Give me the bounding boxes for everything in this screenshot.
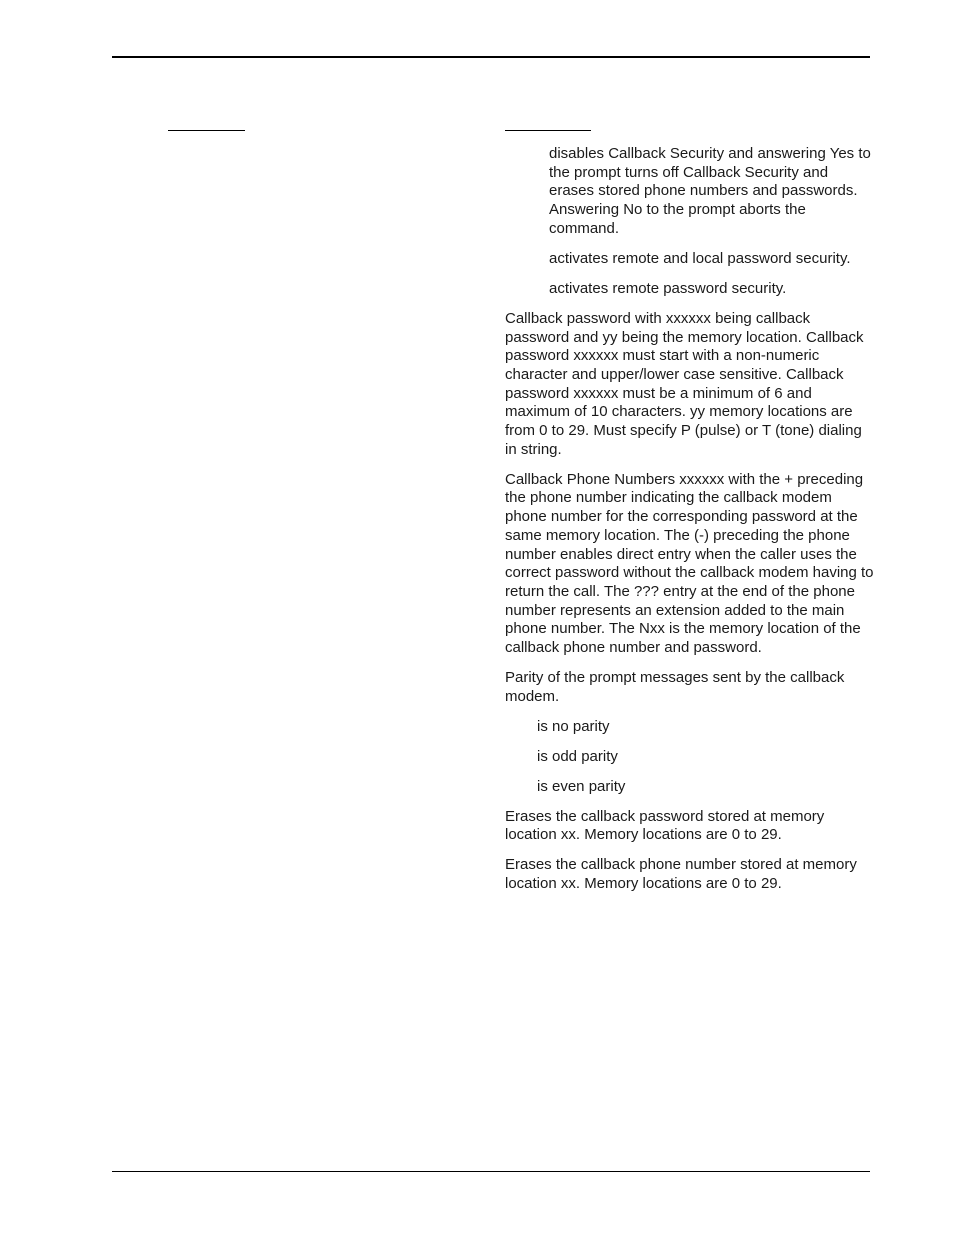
desc-parity-odd: is odd parity bbox=[537, 747, 618, 765]
command-column-heading-rule bbox=[168, 130, 245, 131]
desc-parity: Parity of the prompt messages sent by the callback modem. bbox=[505, 669, 845, 705]
desc-remote-security: activates remote password security. bbox=[549, 279, 787, 297]
desc-callback-phone-numbers: Callback Phone Numbers xxxxxx with the + preceding the phone number indicating the callback modem phone number for the corresponding password at the same memory location. The (-) preceding the phone number enables direct entry when the caller uses the correct password without the callback modem having to return the call. The ??? entry at the end of the phone number represents an extension added to the main phone number. The Nxx is the memory location of the callback phone number and password. bbox=[505, 470, 874, 657]
description-column-heading-rule bbox=[505, 130, 591, 131]
desc-callback-password: Callback password with xxxxxx being callback password and yy being the memory location. Callback password xxxxxx must start with a non-numeric character and upper/lower case sensitive. Callback password xxxxxx must be a minimum of 6 and maximum of 10 characters. yy memory locations are from 0 to 29. Must specify P (pulse) or T (tone) dialing in string. bbox=[505, 309, 864, 458]
top-rule bbox=[112, 56, 870, 58]
desc-erase-phone-number: Erases the callback phone number stored at memory location xx. Memory locations are 0 to 29. bbox=[505, 856, 857, 893]
desc-remote-local-security: activates remote and local password security. bbox=[549, 249, 851, 267]
bottom-rule bbox=[112, 1171, 870, 1172]
desc-callback-disable: disables Callback Security and answering Yes to the prompt turns off Callback Security and erases stored phone numbers and passwords. Answering No to the prompt aborts the command. bbox=[549, 145, 871, 237]
desc-parity-even: is even parity bbox=[537, 777, 626, 795]
desc-parity-none: is no parity bbox=[537, 717, 610, 735]
description-column bbox=[505, 145, 875, 905]
desc-erase-password: Erases the callback password stored at memory location xx. Memory locations are 0 to 29. bbox=[505, 807, 825, 844]
